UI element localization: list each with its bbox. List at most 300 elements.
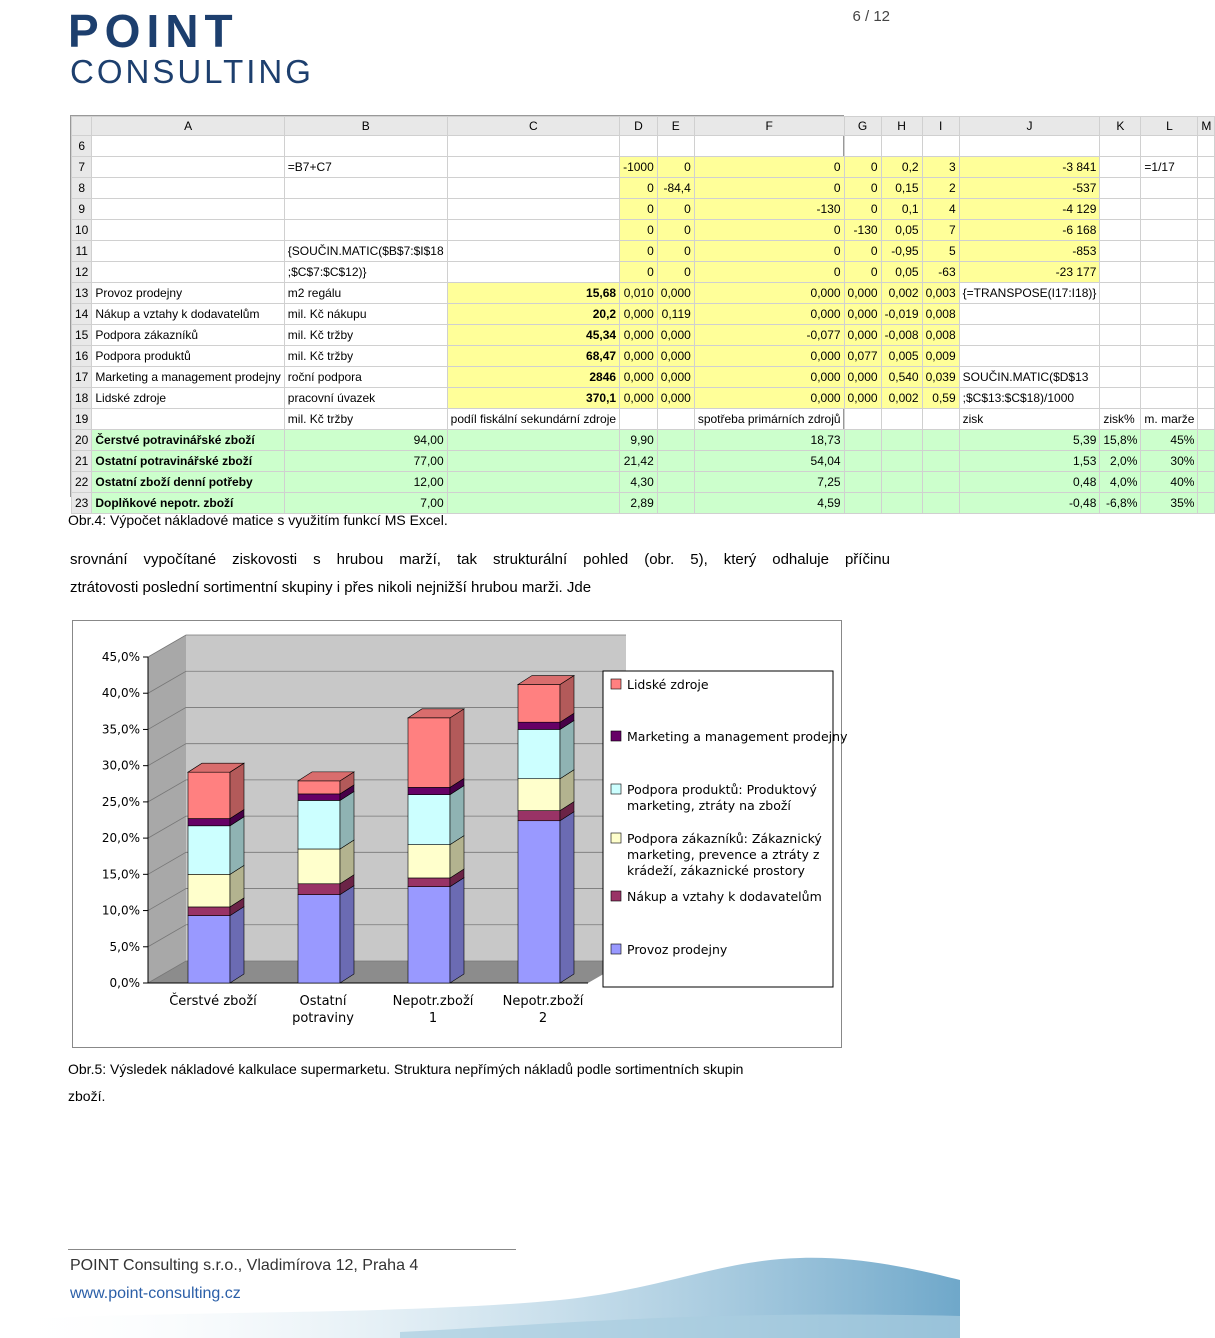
sheet-cell[interactable]: Provoz prodejny	[92, 283, 284, 304]
sheet-cell[interactable]: 21,42	[620, 451, 658, 472]
sheet-cell[interactable]	[1198, 220, 1215, 241]
sheet-cell[interactable]: -130	[844, 220, 881, 241]
sheet-cell[interactable]	[959, 304, 1100, 325]
sheet-cell[interactable]: 0,005	[881, 346, 922, 367]
sheet-cell[interactable]	[657, 472, 694, 493]
sheet-row-number[interactable]: 19	[72, 409, 92, 430]
sheet-cell[interactable]	[447, 430, 619, 451]
sheet-cell[interactable]	[284, 220, 447, 241]
sheet-cell[interactable]: -0,019	[881, 304, 922, 325]
bar-segment	[298, 800, 340, 849]
sheet-cell[interactable]	[922, 409, 959, 430]
sheet-cell[interactable]	[1198, 472, 1215, 493]
sheet-cell[interactable]	[92, 262, 284, 283]
sheet-cell[interactable]	[1141, 262, 1198, 283]
sheet-cell[interactable]: 2	[922, 178, 959, 199]
sheet-cell[interactable]	[1198, 346, 1215, 367]
sheet-cell[interactable]: 54,04	[694, 451, 844, 472]
sheet-cell[interactable]: Ostatní zboží denní potřeby	[92, 472, 284, 493]
bar-segment	[518, 729, 560, 778]
chart-svg	[73, 621, 848, 1047]
y-tick-label: 40,0%	[101, 686, 140, 701]
website-link[interactable]: www.point-consulting.cz	[70, 1285, 241, 1302]
sheet-cell[interactable]	[1198, 388, 1215, 409]
sheet-cell[interactable]: 0,002	[881, 283, 922, 304]
sheet-cell[interactable]: 0,119	[657, 304, 694, 325]
bar-segment	[408, 887, 450, 983]
legend-label: Marketing a management prodejny	[627, 729, 848, 744]
sheet-cell[interactable]: 0	[620, 262, 658, 283]
sheet-row-number[interactable]: 9	[72, 199, 92, 220]
sheet-cell[interactable]: 9,90	[620, 430, 658, 451]
sheet-cell[interactable]	[1198, 262, 1215, 283]
sheet-cell[interactable]: 15,68	[447, 283, 619, 304]
sheet-row-number[interactable]: 21	[72, 451, 92, 472]
sheet-cell[interactable]	[1198, 325, 1215, 346]
sheet-cell[interactable]: -4 129	[959, 199, 1100, 220]
sheet-cell[interactable]: mil. Kč tržby	[284, 409, 447, 430]
sheet-cell[interactable]: {=TRANSPOSE(I17:I18)}	[959, 283, 1100, 304]
y-tick-label: 5,0%	[109, 939, 140, 954]
sheet-cell[interactable]	[447, 199, 619, 220]
sheet-cell[interactable]: 1,53	[959, 451, 1100, 472]
sheet-cell[interactable]: Čerstvé potravinářské zboží	[92, 430, 284, 451]
sheet-col-header[interactable]: M	[1198, 117, 1215, 136]
sheet-row-number[interactable]: 18	[72, 388, 92, 409]
sheet-cell[interactable]: 0	[620, 178, 658, 199]
legend-swatch	[611, 679, 621, 689]
sheet-cell[interactable]	[1198, 430, 1215, 451]
sheet-cell[interactable]	[92, 178, 284, 199]
sheet-cell[interactable]: 5	[922, 241, 959, 262]
sheet-cell[interactable]	[447, 241, 619, 262]
sheet-cell[interactable]	[1141, 304, 1198, 325]
sheet-cell[interactable]	[1198, 178, 1215, 199]
sheet-cell[interactable]	[922, 136, 959, 157]
sheet-cell[interactable]	[844, 136, 881, 157]
sheet-cell[interactable]: -23 177	[959, 262, 1100, 283]
sheet-cell[interactable]	[447, 262, 619, 283]
sheet-cell[interactable]: ;$C$7:$C$12)}	[284, 262, 447, 283]
sheet-cell[interactable]	[1141, 199, 1198, 220]
sheet-cell[interactable]: -853	[959, 241, 1100, 262]
sheet-cell[interactable]: mil. Kč tržby	[284, 325, 447, 346]
sheet-cell[interactable]	[1198, 493, 1215, 514]
sheet-row-number[interactable]: 17	[72, 367, 92, 388]
sheet-cell[interactable]: Ostatní potravinářské zboží	[92, 451, 284, 472]
sheet-cell[interactable]: 0,2	[881, 157, 922, 178]
sheet-cell[interactable]: pracovní úvazek	[284, 388, 447, 409]
sheet-cell[interactable]	[844, 409, 881, 430]
legend-label: krádeží, zákaznické prostory	[627, 863, 805, 878]
sheet-row-number[interactable]: 8	[72, 178, 92, 199]
sheet-cell[interactable]	[922, 451, 959, 472]
sheet-cell[interactable]: 35%	[1141, 493, 1198, 514]
legend-swatch	[611, 944, 621, 954]
sheet-cell[interactable]: 0,000	[694, 346, 844, 367]
y-tick-label: 15,0%	[101, 867, 140, 882]
sheet-cell[interactable]	[92, 157, 284, 178]
sheet-cell[interactable]	[1141, 388, 1198, 409]
sheet-cell[interactable]	[284, 178, 447, 199]
sheet-cell[interactable]: 0,05	[881, 220, 922, 241]
sheet-cell[interactable]: 2846	[447, 367, 619, 388]
sheet-cell[interactable]: mil. Kč tržby	[284, 346, 447, 367]
sheet-row-number[interactable]: 13	[72, 283, 92, 304]
sheet-cell[interactable]: mil. Kč nákupu	[284, 304, 447, 325]
sheet-cell[interactable]	[959, 346, 1100, 367]
sheet-cell[interactable]	[92, 136, 284, 157]
sheet-cell[interactable]: 15,8%	[1100, 430, 1141, 451]
sheet-cell[interactable]	[1198, 409, 1215, 430]
sheet-cell[interactable]	[657, 409, 694, 430]
sheet-cell[interactable]: 4,0%	[1100, 472, 1141, 493]
sheet-cell[interactable]	[881, 409, 922, 430]
sheet-cell[interactable]	[1141, 220, 1198, 241]
sheet-cell[interactable]: 0	[844, 262, 881, 283]
sheet-cell[interactable]: 0,000	[620, 367, 658, 388]
paragraph-line1: srovnání vypočítané ziskovosti s hrubou marží, tak strukturální pohled (obr. 5), který odhaluje příčinu	[70, 551, 890, 568]
sheet-cell[interactable]: 0	[844, 157, 881, 178]
bar-segment	[188, 819, 230, 826]
sheet-cell[interactable]: -1000	[620, 157, 658, 178]
sheet-row-number[interactable]: 14	[72, 304, 92, 325]
sheet-cell[interactable]	[1100, 262, 1141, 283]
sheet-cell[interactable]: 0	[844, 199, 881, 220]
sheet-cell[interactable]: spotřeba primárních zdrojů	[694, 409, 844, 430]
sheet-cell[interactable]	[447, 178, 619, 199]
sheet-cell[interactable]: 0,000	[694, 304, 844, 325]
sheet-col-header[interactable]: J	[959, 117, 1100, 136]
sheet-cell[interactable]: Marketing a management prodejny	[92, 367, 284, 388]
sheet-row-number[interactable]: 22	[72, 472, 92, 493]
sheet-cell[interactable]	[1100, 136, 1141, 157]
sheet-cell[interactable]: zisk	[959, 409, 1100, 430]
sheet-cell[interactable]: 0,05	[881, 262, 922, 283]
sheet-col-header[interactable]	[72, 117, 92, 136]
y-tick-label: 30,0%	[101, 758, 140, 773]
sheet-cell[interactable]: 0	[694, 262, 844, 283]
sheet-cell[interactable]	[657, 493, 694, 514]
sheet-cell[interactable]	[1100, 199, 1141, 220]
sheet-cell[interactable]	[92, 241, 284, 262]
sheet-cell[interactable]: -0,077	[694, 325, 844, 346]
sheet-cell[interactable]: {SOUČIN.MATIC($B$7:$I$18	[284, 241, 447, 262]
sheet-cell[interactable]: 68,47	[447, 346, 619, 367]
sheet-cell[interactable]	[1100, 346, 1141, 367]
sheet-cell[interactable]	[1100, 304, 1141, 325]
sheet-col-header[interactable]: L	[1141, 117, 1198, 136]
sheet-cell[interactable]	[1198, 199, 1215, 220]
sheet-cell[interactable]: -63	[922, 262, 959, 283]
sheet-row-number[interactable]: 6	[72, 136, 92, 157]
sheet-cell[interactable]: 18,73	[694, 430, 844, 451]
sheet-cell[interactable]: 0	[657, 199, 694, 220]
sheet-cell[interactable]: m. marže	[1141, 409, 1198, 430]
logo-line1: POINT	[68, 5, 239, 57]
sheet-cell[interactable]	[1100, 325, 1141, 346]
figure5-caption-line2: zboží.	[68, 1088, 106, 1104]
sheet-col-header[interactable]: G	[844, 117, 881, 136]
sheet-cell[interactable]: -0,008	[881, 325, 922, 346]
sheet-cell[interactable]	[1100, 283, 1141, 304]
sheet-cell[interactable]	[1100, 388, 1141, 409]
sheet-cell[interactable]: -6 168	[959, 220, 1100, 241]
sheet-cell[interactable]	[92, 199, 284, 220]
sheet-cell[interactable]: -6,8%	[1100, 493, 1141, 514]
sheet-cell[interactable]	[881, 430, 922, 451]
bar-segment	[298, 849, 340, 884]
sheet-cell[interactable]: 0,002	[881, 388, 922, 409]
sheet-cell[interactable]	[844, 451, 881, 472]
sheet-cell[interactable]: 0,000	[620, 346, 658, 367]
sheet-cell[interactable]: 0,000	[620, 325, 658, 346]
sheet-col-header[interactable]: K	[1100, 117, 1141, 136]
sheet-cell[interactable]: podíl fiskální sekundární zdroje	[447, 409, 619, 430]
sheet-cell[interactable]	[1141, 346, 1198, 367]
sheet-cell[interactable]: -84,4	[657, 178, 694, 199]
sheet-cell[interactable]: ;$C$13:$C$18)/1000	[959, 388, 1100, 409]
sheet-cell[interactable]: 2,0%	[1100, 451, 1141, 472]
sheet-cell[interactable]: -0,48	[959, 493, 1100, 514]
sheet-cell[interactable]: 0,009	[922, 346, 959, 367]
sheet-cell[interactable]: 0,008	[922, 325, 959, 346]
sheet-cell[interactable]: Lidské zdroje	[92, 388, 284, 409]
sheet-cell[interactable]: 0	[620, 220, 658, 241]
sheet-row-number[interactable]: 7	[72, 157, 92, 178]
sheet-cell[interactable]: 0,000	[844, 283, 881, 304]
sheet-cell[interactable]: =1/17	[1141, 157, 1198, 178]
sheet-cell[interactable]: 0,077	[844, 346, 881, 367]
sheet-row-number[interactable]: 12	[72, 262, 92, 283]
sheet-cell[interactable]: 0,039	[922, 367, 959, 388]
legend-label: marketing, prevence a ztráty z	[627, 847, 820, 862]
sheet-cell[interactable]	[447, 472, 619, 493]
sheet-cell[interactable]: 0	[657, 220, 694, 241]
sheet-cell[interactable]	[922, 472, 959, 493]
sheet-row-number[interactable]: 16	[72, 346, 92, 367]
sheet-cell[interactable]: -130	[694, 199, 844, 220]
legend-label: marketing, ztráty na zboží	[627, 798, 791, 813]
sheet-cell[interactable]	[657, 136, 694, 157]
sheet-cell[interactable]: =B7+C7	[284, 157, 447, 178]
sheet-cell[interactable]: Podpora produktů	[92, 346, 284, 367]
sheet-row-number[interactable]: 10	[72, 220, 92, 241]
sheet-cell[interactable]	[657, 430, 694, 451]
sheet-cell[interactable]	[1100, 367, 1141, 388]
sheet-cell[interactable]	[1198, 241, 1215, 262]
sheet-cell[interactable]	[620, 409, 658, 430]
sheet-cell[interactable]	[922, 493, 959, 514]
sheet-cell[interactable]	[1198, 451, 1215, 472]
sheet-cell[interactable]: 0,000	[694, 388, 844, 409]
sheet-cell[interactable]	[1141, 325, 1198, 346]
sheet-cell[interactable]: 0	[657, 157, 694, 178]
sheet-col-header[interactable]: F	[694, 117, 844, 136]
sheet-cell[interactable]: 0,000	[620, 388, 658, 409]
sheet-cell[interactable]	[447, 220, 619, 241]
sheet-cell[interactable]	[1141, 241, 1198, 262]
sheet-cell[interactable]: 7,00	[284, 493, 447, 514]
bar-segment	[408, 718, 450, 788]
sheet-cell[interactable]: Nákup a vztahy k dodavatelům	[92, 304, 284, 325]
sheet-cell[interactable]	[1141, 367, 1198, 388]
sheet-cell[interactable]	[881, 451, 922, 472]
sheet-row-number[interactable]: 20	[72, 430, 92, 451]
sheet-cell[interactable]	[959, 136, 1100, 157]
sheet-cell[interactable]: roční podpora	[284, 367, 447, 388]
sheet-cell[interactable]: 7,25	[694, 472, 844, 493]
sheet-col-header[interactable]: C	[447, 117, 619, 136]
sheet-cell[interactable]: 0,000	[844, 388, 881, 409]
sheet-cell[interactable]: 40%	[1141, 472, 1198, 493]
sheet-cell[interactable]: 0	[694, 157, 844, 178]
sheet-cell[interactable]: 0,000	[844, 325, 881, 346]
sheet-cell[interactable]	[447, 451, 619, 472]
sheet-cell[interactable]: 5,39	[959, 430, 1100, 451]
sheet-cell[interactable]: 370,1	[447, 388, 619, 409]
sheet-cell[interactable]: 7	[922, 220, 959, 241]
sheet-cell[interactable]: 77,00	[284, 451, 447, 472]
sheet-cell[interactable]	[1100, 220, 1141, 241]
sheet-cell[interactable]	[92, 409, 284, 430]
sheet-col-header[interactable]: A	[92, 117, 284, 136]
sheet-cell[interactable]: 45,34	[447, 325, 619, 346]
sheet-cell[interactable]	[447, 493, 619, 514]
sheet-cell[interactable]: Doplňkové nepotr. zboží	[92, 493, 284, 514]
sheet-row	[72, 493, 1215, 514]
sheet-row	[72, 283, 1215, 304]
sheet-cell[interactable]: -3 841	[959, 157, 1100, 178]
sheet-cell[interactable]: 94,00	[284, 430, 447, 451]
sheet-cell[interactable]: 0	[657, 241, 694, 262]
sheet-cell[interactable]: 0,000	[694, 367, 844, 388]
bar-segment	[298, 884, 340, 895]
bar-segment	[408, 787, 450, 794]
sheet-cell[interactable]: 0,000	[694, 283, 844, 304]
legend-swatch	[611, 833, 621, 843]
sheet-cell[interactable]: 0,540	[881, 367, 922, 388]
sheet-cell[interactable]	[694, 136, 844, 157]
sheet-cell[interactable]: 12,00	[284, 472, 447, 493]
sheet-cell[interactable]: 3	[922, 157, 959, 178]
sheet-row-number[interactable]: 11	[72, 241, 92, 262]
sheet-cell[interactable]	[284, 136, 447, 157]
sheet-cell[interactable]	[959, 325, 1100, 346]
sheet-cell[interactable]	[620, 136, 658, 157]
sheet-cell[interactable]: 0,000	[657, 367, 694, 388]
sheet-row-number[interactable]: 23	[72, 493, 92, 514]
sheet-col-header[interactable]: B	[284, 117, 447, 136]
sheet-cell[interactable]: -0,95	[881, 241, 922, 262]
sheet-cell[interactable]: 45%	[1141, 430, 1198, 451]
sheet-cell[interactable]: 0	[620, 241, 658, 262]
sheet-cell[interactable]	[447, 136, 619, 157]
sheet-cell[interactable]: 0,59	[922, 388, 959, 409]
sheet-cell[interactable]: 0,000	[844, 367, 881, 388]
sheet-col-header[interactable]: H	[881, 117, 922, 136]
x-tick-label: potraviny	[292, 1011, 354, 1026]
sheet-cell[interactable]: 0,000	[620, 304, 658, 325]
sheet-cell[interactable]	[1198, 283, 1215, 304]
legend-swatch	[611, 784, 621, 794]
sheet-cell[interactable]: 0	[844, 178, 881, 199]
logo-line2: CONSULTING	[70, 53, 314, 90]
sheet-row	[72, 220, 1215, 241]
sheet-cell[interactable]	[1141, 178, 1198, 199]
sheet-cell[interactable]: 0	[694, 178, 844, 199]
sheet-cell[interactable]	[844, 430, 881, 451]
sheet-cell[interactable]: 0,1	[881, 199, 922, 220]
sheet-cell[interactable]: 0	[657, 262, 694, 283]
sheet-cell[interactable]: 4,59	[694, 493, 844, 514]
sheet-cell[interactable]	[1141, 283, 1198, 304]
sheet-cell[interactable]: 0	[620, 199, 658, 220]
sheet-cell[interactable]	[881, 136, 922, 157]
sheet-cell[interactable]	[447, 157, 619, 178]
sheet-col-header[interactable]: I	[922, 117, 959, 136]
sheet-row-number[interactable]: 15	[72, 325, 92, 346]
sheet-cell[interactable]	[1100, 157, 1141, 178]
sheet-cell[interactable]: 2,89	[620, 493, 658, 514]
sheet-cell[interactable]: 4,30	[620, 472, 658, 493]
sheet-cell[interactable]: Podpora zákazníků	[92, 325, 284, 346]
sheet-cell[interactable]	[1198, 136, 1215, 157]
sheet-cell[interactable]	[1198, 304, 1215, 325]
x-tick-label: 1	[428, 1011, 438, 1026]
sheet-cell[interactable]: 20,2	[447, 304, 619, 325]
sheet-cell[interactable]: 0,000	[657, 283, 694, 304]
spreadsheet-table	[71, 116, 1215, 514]
sheet-cell[interactable]: 0,008	[922, 304, 959, 325]
sheet-cell[interactable]	[1100, 178, 1141, 199]
sheet-cell[interactable]: 0,000	[657, 388, 694, 409]
sheet-cell[interactable]	[657, 451, 694, 472]
sheet-col-header[interactable]: E	[657, 117, 694, 136]
sheet-cell[interactable]: 0,000	[657, 346, 694, 367]
sheet-cell[interactable]	[1141, 136, 1198, 157]
sheet-col-header[interactable]: D	[620, 117, 658, 136]
sheet-cell[interactable]: SOUČIN.MATIC($D$13	[959, 367, 1100, 388]
y-tick-label: 0,0%	[109, 976, 140, 990]
sheet-cell[interactable]	[922, 430, 959, 451]
sheet-cell[interactable]: 0,15	[881, 178, 922, 199]
sheet-cell[interactable]	[844, 472, 881, 493]
sheet-cell[interactable]: 0,003	[922, 283, 959, 304]
sheet-cell[interactable]	[1100, 241, 1141, 262]
sheet-cell[interactable]	[284, 199, 447, 220]
sheet-cell[interactable]: 0,010	[620, 283, 658, 304]
sheet-cell[interactable]	[844, 493, 881, 514]
sheet-cell[interactable]: 30%	[1141, 451, 1198, 472]
sheet-cell[interactable]: 0	[694, 241, 844, 262]
sheet-cell[interactable]	[92, 220, 284, 241]
sheet-cell[interactable]: 0,48	[959, 472, 1100, 493]
sheet-cell[interactable]: zisk%	[1100, 409, 1141, 430]
sheet-row	[72, 367, 1215, 388]
sheet-cell[interactable]	[881, 472, 922, 493]
sheet-cell[interactable]: m2 regálu	[284, 283, 447, 304]
sheet-cell[interactable]: -537	[959, 178, 1100, 199]
sheet-cell[interactable]: 0	[694, 220, 844, 241]
sheet-cell[interactable]	[1198, 157, 1215, 178]
sheet-cell[interactable]: 0,000	[844, 304, 881, 325]
sheet-cell[interactable]: 0,000	[657, 325, 694, 346]
sheet-cell[interactable]	[1198, 367, 1215, 388]
sheet-cell[interactable]	[881, 493, 922, 514]
sheet-cell[interactable]: 4	[922, 199, 959, 220]
sheet-cell[interactable]: 0	[844, 241, 881, 262]
